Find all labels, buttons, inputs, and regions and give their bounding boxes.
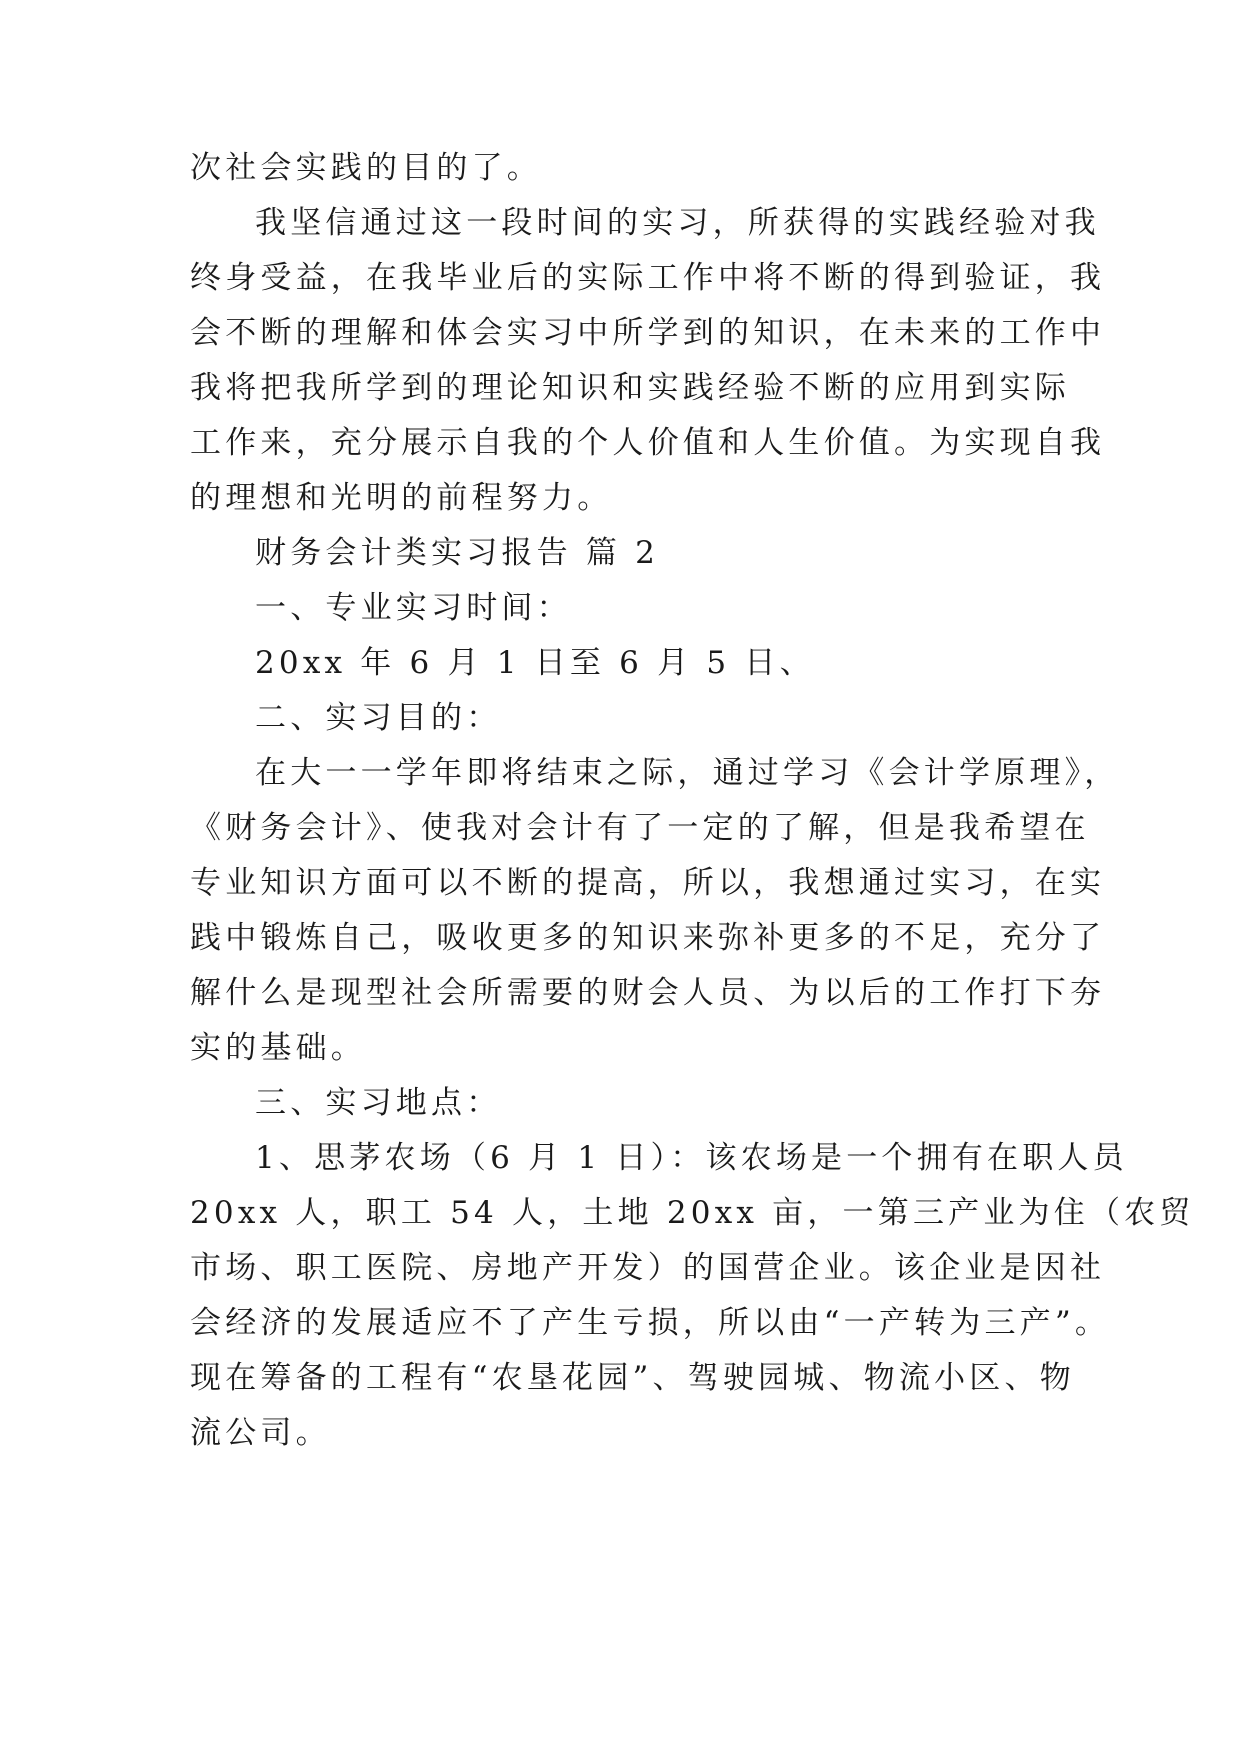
text-line-17: 实的基础。 [190, 1030, 366, 1066]
text-line-6: 工作来，充分展示自我的个人价值和人生价值。为实现自我 [190, 425, 1106, 461]
section-heading: 财务会计类实习报告 篇 2 [255, 535, 660, 571]
text-line-23: 现在筹备的工程有“农垦花园”、驾驶园城、物流小区、物 [190, 1360, 1075, 1396]
text-line-15: 践中锻炼自己，吸收更多的知识来弥补更多的不足，充分了 [190, 920, 1106, 956]
text-line-5: 我将把我所学到的理论知识和实践经验不断的应用到实际 [190, 370, 1070, 406]
subheading-location: 三、实习地点： [255, 1085, 502, 1121]
text-line-20: 20xx 人，职工 54 人，土地 20xx 亩，一第三产业为住（农贸 [190, 1195, 1195, 1231]
text-line-2: 我坚信通过这一段时间的实习，所获得的实践经验对我 [255, 205, 1100, 241]
subheading-purpose: 二、实习目的： [255, 700, 502, 736]
text-line-13: 《财务会计》、使我对会计有了一定的了解，但是我希望在 [190, 810, 1090, 846]
subheading-time: 一、专业实习时间： [255, 590, 572, 626]
text-line-19: 1、思茅农场（6 月 1 日）：该农场是一个拥有在职人员 [255, 1140, 1128, 1176]
text-line-14: 专业知识方面可以不断的提高，所以，我想通过实习，在实 [190, 865, 1106, 901]
text-line-7: 的理想和光明的前程努力。 [190, 480, 613, 516]
text-line-24: 流公司。 [190, 1415, 331, 1451]
text-line-22: 会经济的发展适应不了产生亏损，所以由“一产转为三产”。 [190, 1305, 1111, 1341]
text-line-4: 会不断的理解和体会实习中所学到的知识，在未来的工作中 [190, 315, 1106, 351]
text-line-21: 市场、职工医院、房地产开发）的国营企业。该企业是因社 [190, 1250, 1106, 1286]
text-line-16: 解什么是现型社会所需要的财会人员、为以后的工作打下夯 [190, 975, 1106, 1011]
text-line-1: 次社会实践的目的了。 [190, 150, 542, 186]
text-line-12: 在大一一学年即将结束之际，通过学习《会计学原理》， [255, 755, 1120, 791]
text-line-3: 终身受益，在我毕业后的实际工作中将不断的得到验证，我 [190, 260, 1106, 296]
text-line-date: 20xx 年 6 月 1 日至 6 月 5 日、 [255, 645, 815, 681]
